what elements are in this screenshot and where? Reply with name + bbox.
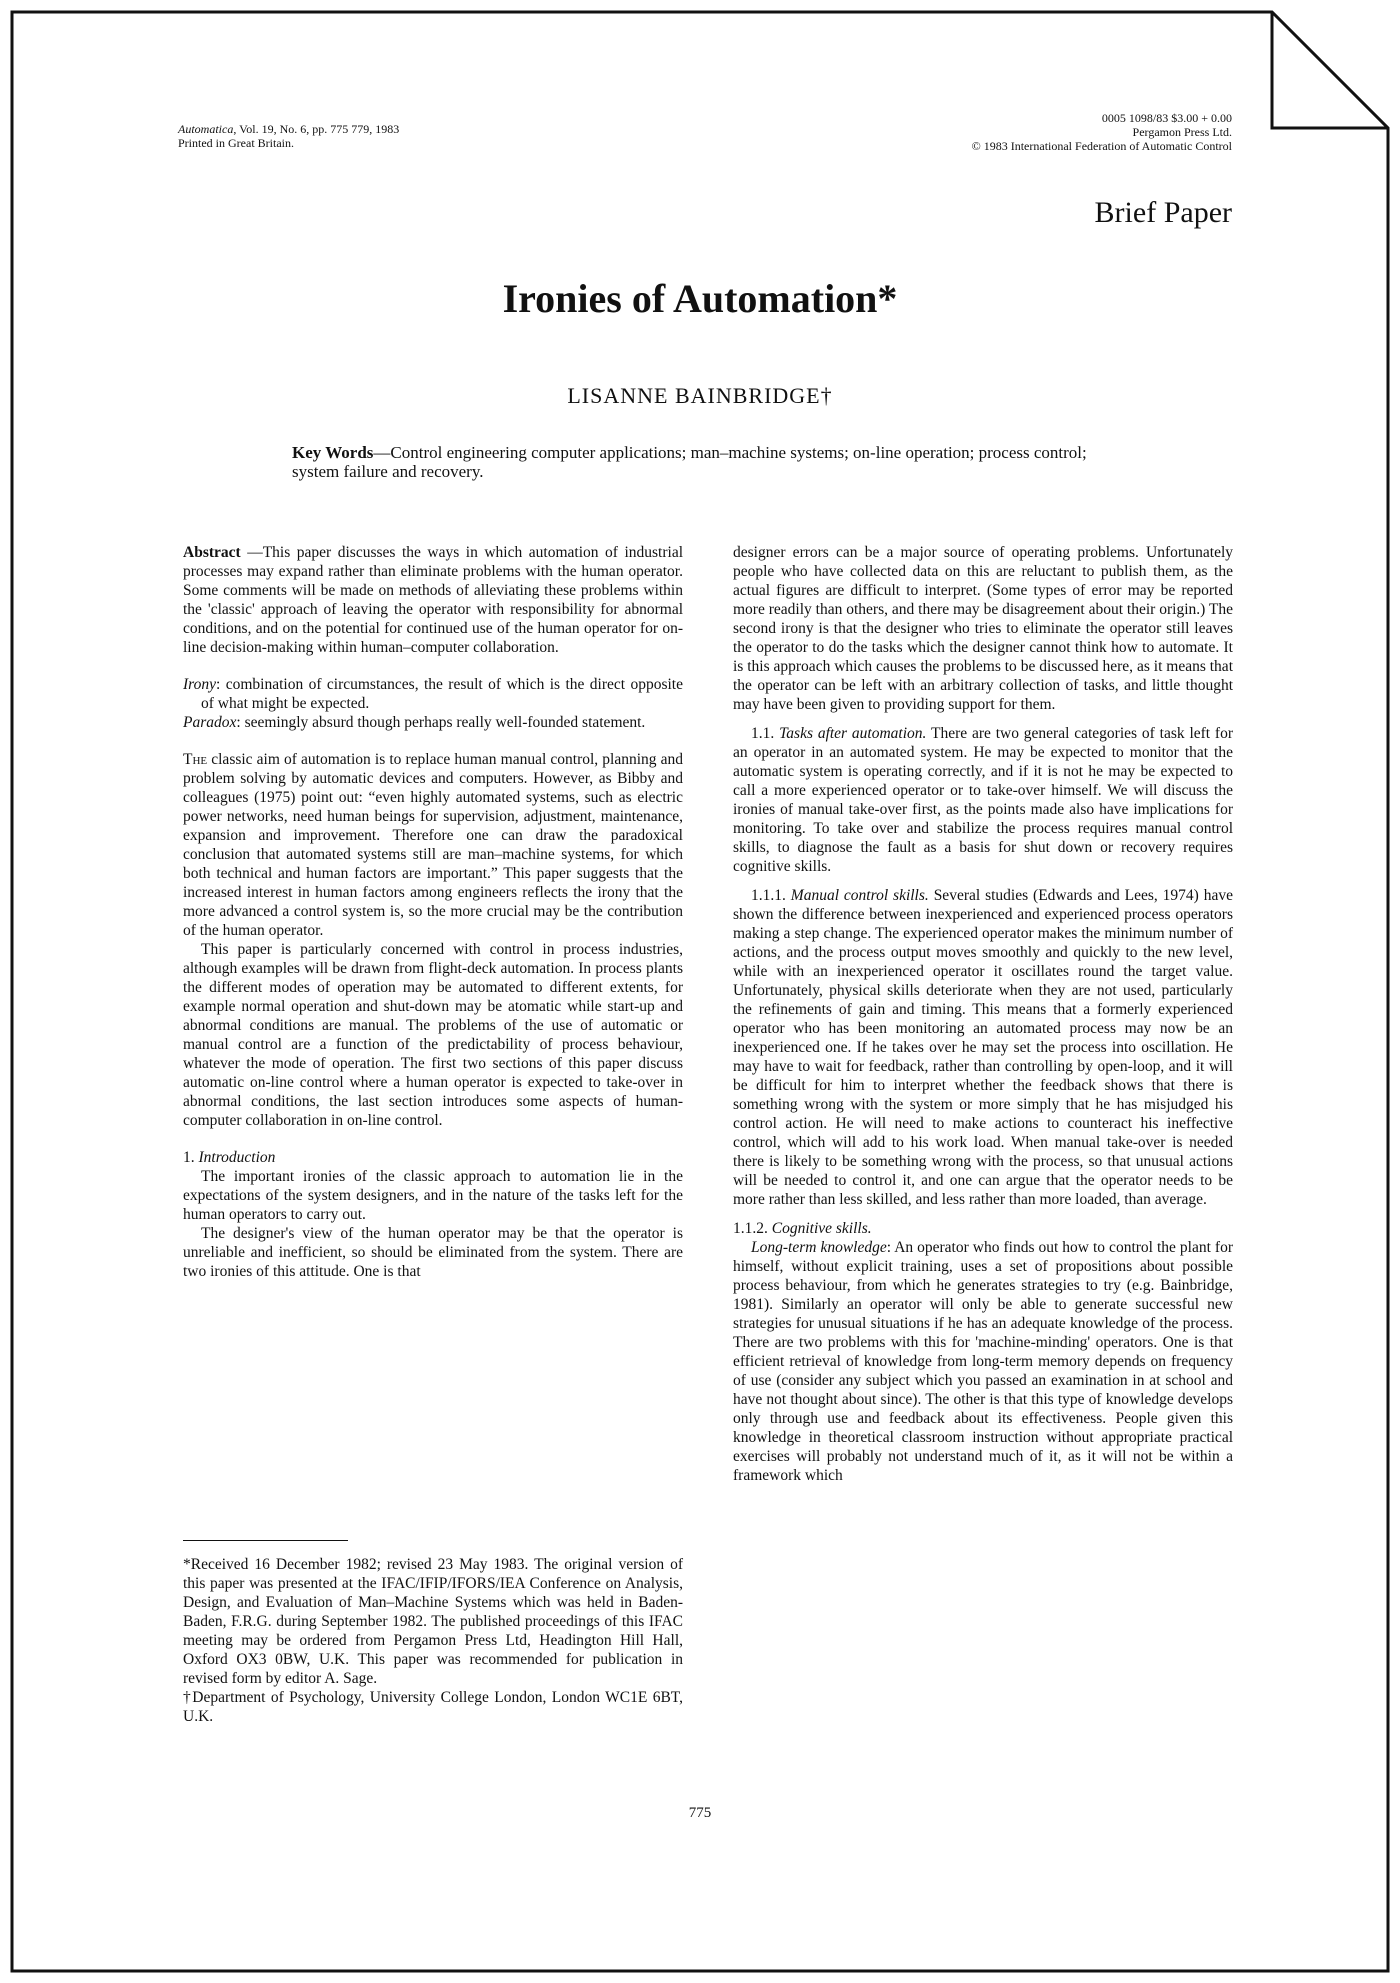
paper-title: Ironies of Automation*: [502, 276, 898, 321]
footnotes: [183, 1540, 683, 1726]
journal-header: [178, 122, 399, 150]
publisher-name: Pergamon Press Ltd.: [1132, 125, 1232, 139]
intro-paragraph-2: This paper is particularly concerned with control in process industries, although examples will be drawn from flight-deck automation. In process plants the different modes of operation may be automated to different extents, for example normal operation and shut-down may be atomatic while start-up and abnormal conditions are manual. The problems of the use of automatic or manual control are a function of the predictability of process behaviour, whatever the mode of operation. The first two sections of this paper discuss automatic on-line control where a human operator is expected to take-over in abnormal conditions, the last section introduces some aspects of human-computer collaboration in on-line control.: [183, 941, 683, 1129]
keywords-label: Key Words: [292, 443, 374, 462]
keywords-text: —Control engineering computer applications; man–machine systems; on-line operation; process control; system failure and recovery.: [292, 443, 1087, 481]
footnote-received: *Received 16 December 1982; revised 23 May 1983. The original version of this paper was presented at the IFAC/IFIP/IFORS/IEA Conference on Analysis, Design, and Evaluation of Man–Machine Systems which was held in Baden-Baden, F.R.G. during September 1982. The published proceedings of this IFAC meeting may be ordered from Pergamon Press Ltd, Headington Hill Hall, Oxford OX3 0BW, U.K. This paper was recommended for publication in revised form by editor A. Sage.: [183, 1556, 683, 1687]
keywords: [292, 443, 1132, 481]
journal-citation: Automatica, Vol. 19, No. 6, pp. 775 779, 1983: [178, 122, 400, 136]
abstract-text: —This paper discusses the ways in which automation of industrial processes may expand rather than eliminate problems with the human operator. Some comments will be made on methods of alleviating these problems within the 'classic' approach of leaving the operator with responsibility for abnormal conditions, and on the potential for continued use of the human operator for on-line decision-making within human–computer collaboration.: [183, 544, 683, 656]
author-name: LISANNE BAINBRIDGE†: [567, 383, 833, 408]
section-1-paragraph-1: The important ironies of the classic approach to automation lie in the expectations of the system designers, and in the nature of the tasks left for the human operators to carry out.: [183, 1168, 683, 1223]
definition-paradox: Paradox: seemingly absurd though perhaps really well-founded statement.: [183, 714, 646, 731]
right-paragraph-1: designer errors can be a major source of operating problems. Unfortunately people who have collected data on this are reluctant to publish them, as the actual figures are difficult to interpret. (Some types of error may be reported more readily than others, and there may be disagreement about their origin.) The second irony is that the designer who tries to eliminate the operator still leaves the operator to do the tasks which the designer cannot think how to automate. It is this approach which causes the problems to be discussed here, as it means that the operator can be left with an arbitrary collection of tasks, and little thought may have been given to providing support for them.: [733, 544, 1233, 713]
definition-irony: Irony: combination of circumstances, the result of which is the direct opposite of what might be expected.: [183, 676, 683, 712]
left-column: [183, 543, 683, 1281]
section-1-1-2-heading: 1.1.2. Cognitive skills.: [733, 1220, 872, 1237]
footnote-rule: [183, 1540, 348, 1541]
issn-code: 0005 1098/83 $3.00 + 0.00: [1101, 111, 1232, 125]
abstract-label: Abstract: [183, 544, 241, 561]
abstract: [183, 543, 683, 657]
section-1-1-1: 1.1.1. Manual control skills. Several studies (Edwards and Lees, 1974) have shown the difference between inexperienced and experienced process operators making a step change. The experienced operator makes the minimum number of actions, and the process output moves smoothly and quickly to the new level, while with an inexperienced operator it oscillates round the target value. Unfortunately, physical skills deteriorate when they are not used, particularly the refinements of gain and timing. This means that a formerly experienced operator who has been monitoring an automated process may now be an inexperienced one. If he takes over he may set the process into oscillation. He may have to wait for feedback, rather than controlling by open-loop, and it will be difficult for him to interpret whether the feedback shows that there is something wrong with the system or more simply that he has misjudged his control action. He will need to make actions to counteract his ineffective control, which will add to his work load. When manual take-over is needed there is likely to be something wrong with the process, so that unusual actions will be needed to control it, and one can argue that the operator needs to be more rather than less skilled, and less rather than more loaded, than average.: [733, 887, 1234, 1208]
section-1-1: 1.1. Tasks after automation. There are two general categories of task left for an operator in an automated system. He may be expected to monitor that the automatic system is operating correctly, and if it is not he may be expected to call a more experienced operator or to take-over himself. We will discuss the ironies of manual take-over first, as the points made also have implications for monitoring. To take over and stabilize the process requires manual control skills, to diagnose the fault as a basis for shut down or recovery requires cognitive skills.: [733, 725, 1234, 875]
section-label: Brief Paper: [1094, 196, 1232, 229]
footnote-affiliation: †Department of Psychology, University College London, London WC1E 6BT, U.K.: [183, 1689, 683, 1725]
right-column: [733, 543, 1233, 1485]
section-1-paragraph-2: The designer's view of the human operator may be that the operator is unreliable and inefficient, so should be eliminated from the system. There are two ironies of this attitude. One is that: [183, 1225, 683, 1280]
printed-line: Printed in Great Britain.: [178, 136, 294, 150]
intro-paragraph-1: The classic aim of automation is to replace human manual control, planning and problem solving by automatic devices and computers. However, as Bibby and colleagues (1975) point out: “even highly automated systems, such as electric power networks, need human beings for supervision, adjustment, maintenance, expansion and improvement. Therefore one can draw the paradoxical conclusion that automated systems still are man–machine systems, for which both technical and human factors are important.” This paper suggests that the increased interest in human factors among engineers reflects the irony that the more advanced a control system is, so the more crucial may be the contribution of the human operator.: [183, 751, 683, 939]
section-1-heading: 1. Introduction: [183, 1149, 276, 1166]
publisher-header: [972, 111, 1232, 153]
long-term-knowledge-paragraph: Long-term knowledge: An operator who finds out how to control the plant for himself, without explicit training, uses a set of propositions about possible process behaviour, from which he generates strategies to try (e.g. Bainbridge, 1981). Similarly an operator will only be able to generate successful new strategies for unusual situations if he has an adequate knowledge of the process. There are two problems with this for 'machine-minding' operators. One is that efficient retrieval of knowledge from long-term memory depends on frequency of use (consider any subject which you passed an examination in at school and have not thought about since). The other is that this type of knowledge develops only through use and feedback about its effectiveness. People given this knowledge in theoretical classroom instruction without appropriate practical exercises will probably not understand much of it, as it will not be within a framework which: [733, 1239, 1233, 1484]
page-number: 775: [688, 1805, 712, 1821]
copyright-line: © 1983 International Federation of Automatic Control: [971, 139, 1232, 153]
